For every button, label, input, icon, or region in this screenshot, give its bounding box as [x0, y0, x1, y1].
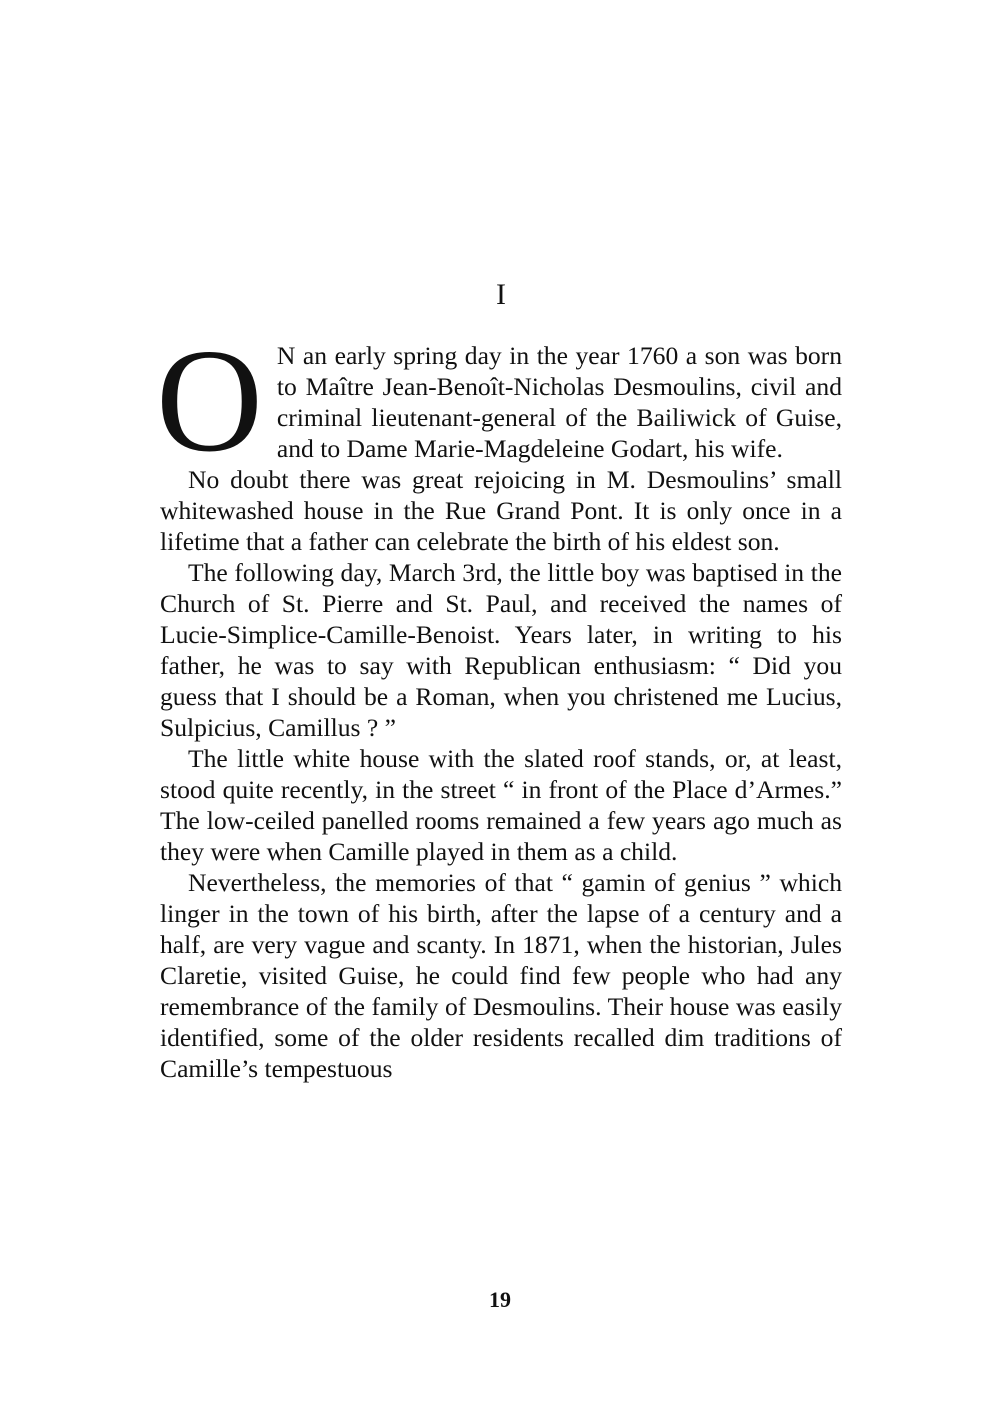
opening-paragraph: [156, 319, 842, 483]
paragraph: The little white house with the slated roof stands, or, at least, stood quite recently, in the street “ in front of the Place d’Armes.” The low-ceiled panelled rooms remained a few years ago much as they were when Camille played in them as a child.: [160, 744, 842, 866]
paragraph: The following day, March 3rd, the little boy was baptised in the Church of St. Pierre and St. Paul, and received the names of Lucie-Simplice-Camille-Benoist. Years later, in writing to his father, he was to say with Republican enthusiasm: “ Did you guess that I should be a Roman, when you christened me Lucius, Sulpicius, Camillus ? ”: [160, 558, 842, 742]
page-number: 19: [489, 1287, 511, 1312]
opening-paragraph-text: N an early spring day in the year 1760 a son was born to Maître Jean-Benoît-Nicholas Desmoulins, civil and criminal lieutenant-general of the Bailiwick of Guise, and to Dame Marie-Magdeleine Godart, his wife.: [276, 341, 842, 463]
page-content: [156, 278, 842, 1084]
body-text: [156, 319, 842, 1084]
paragraph: Nevertheless, the memories of that “ gamin of genius ” which linger in the town of his birth, after the lapse of a century and a half, are very vague and scanty. In 1871, when the historian, Jules Claretie, visited Guise, he could find few people who had any remembrance of the family of Desmoulins. Their house was easily identified, some of the older residents recalled dim traditions of Camille’s tempestuous: [160, 868, 842, 1083]
chapter-number: I: [496, 278, 506, 311]
paragraph: No doubt there was great rejoicing in M. Desmoulins’ small whitewashed house in the Rue Grand Pont. It is only once in a lifetime that a father can celebrate the birth of his eldest son.: [160, 465, 842, 556]
drop-cap: O: [156, 319, 263, 483]
